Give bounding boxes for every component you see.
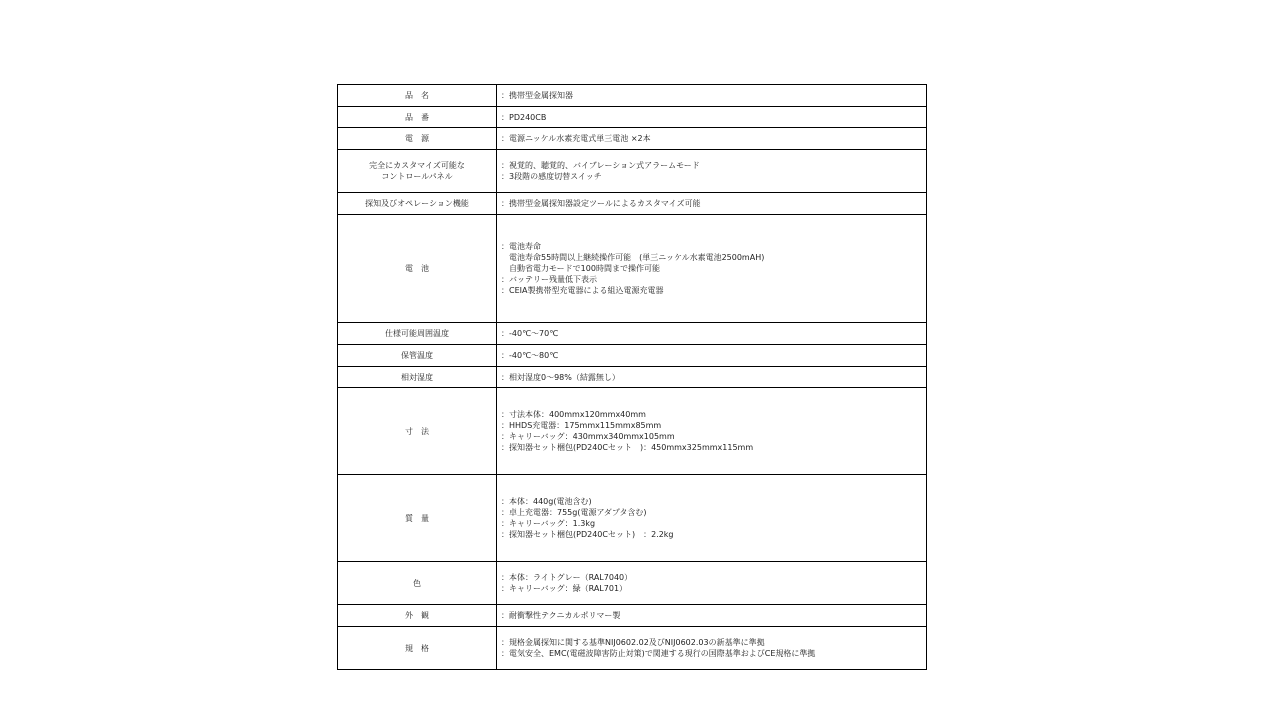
row-value	[497, 128, 927, 150]
value-line: ：視覚的、聴覚的、バイブレーション式アラームモード	[501, 161, 700, 170]
label-line: コントロールパネル	[381, 172, 453, 181]
value-line: ：耐衝撃性テクニカルポリマー製	[501, 611, 621, 620]
row-label: 品 名	[338, 85, 497, 107]
row-value	[497, 475, 927, 562]
spec-row-operating-temperature	[338, 323, 927, 345]
value-line: 電池寿命55時間以上継続操作可能 (単三ニッケル水素電池2500mAH)	[501, 253, 765, 262]
spec-row-power	[338, 128, 927, 150]
row-label: 規 格	[338, 627, 497, 670]
value-line: ：電池寿命	[501, 242, 541, 251]
value-line: ：キャリーバッグ：緑（RAL701）	[501, 584, 628, 593]
row-label: 仕様可能周囲温度	[338, 323, 497, 345]
row-value	[497, 85, 927, 107]
value-line: ：キャリーバッグ：1.3kg	[501, 519, 596, 528]
row-label: 外 観	[338, 605, 497, 627]
value-line: ：探知器セット梱包(PD240Cセット )：450mmx325mmx115mm	[501, 443, 754, 452]
value-line: ：PD240CB	[501, 112, 547, 122]
row-label: 寸 法	[338, 388, 497, 475]
row-label: 品 番	[338, 107, 497, 128]
spec-row-standards	[338, 627, 927, 670]
spec-row-control-panel	[338, 150, 927, 193]
row-value	[497, 345, 927, 367]
row-value	[497, 562, 927, 605]
row-value	[497, 388, 927, 475]
row-label	[338, 150, 497, 193]
spec-row-exterior	[338, 605, 927, 627]
value-line: ：CEIA製携帯型充電器による組込電源充電器	[501, 286, 664, 295]
label-line: 完全にカスタマイズ可能な	[369, 161, 465, 170]
spec-table	[337, 84, 927, 670]
spec-row-storage-temperature	[338, 345, 927, 367]
spec-row-weight	[338, 475, 927, 562]
value-line: ：相対湿度0～98%（結露無し）	[501, 372, 620, 382]
row-label: 電 源	[338, 128, 497, 150]
row-value	[497, 107, 927, 128]
value-line: 自動省電力モードで100時間まで操作可能	[501, 264, 660, 273]
value-line: ：携帯型金属探知器	[501, 91, 573, 100]
spec-row-humidity	[338, 367, 927, 388]
value-line: ：バッテリー残量低下表示	[501, 275, 597, 284]
value-line: ：-40℃～80℃	[501, 351, 559, 360]
spec-row-product-number	[338, 107, 927, 128]
row-label: 保管温度	[338, 345, 497, 367]
value-line: ：探知器セット梱包(PD240Cセット) ：2.2kg	[501, 530, 674, 539]
value-line: ：本体：440g(電池含む)	[501, 497, 592, 506]
row-label: 質 量	[338, 475, 497, 562]
value-line: ：携帯型金属探知器設定ツールによるカスタマイズ可能	[501, 199, 701, 208]
row-value	[497, 215, 927, 323]
value-line: ：卓上充電器：755g(電源アダプタ含む)	[501, 508, 647, 517]
row-value	[497, 367, 927, 388]
row-value	[497, 627, 927, 670]
value-line: ：-40℃～70℃	[501, 329, 559, 338]
row-value	[497, 323, 927, 345]
row-label: 色	[338, 562, 497, 605]
spec-row-battery	[338, 215, 927, 323]
value-line: ：キャリーバッグ：430mmx340mmx105mm	[501, 432, 675, 441]
value-line: ：本体：ライトグレー（RAL7040）	[501, 573, 633, 582]
row-label: 探知及びオペレーション機能	[338, 193, 497, 215]
value-line: ：電気安全、EMC(電磁波障害防止対策)で関連する現行の国際基準およびCE規格に準拠	[501, 649, 816, 658]
spec-row-dimensions	[338, 388, 927, 475]
value-line: ：3段階の感度切替スイッチ	[501, 172, 602, 181]
value-line: ：電源ニッケル水素充電式単三電池 ×2本	[501, 134, 651, 143]
row-label: 電 池	[338, 215, 497, 323]
spec-row-color	[338, 562, 927, 605]
spec-row-operation	[338, 193, 927, 215]
row-label: 相対湿度	[338, 367, 497, 388]
value-line: ：寸法本体：400mmx120mmx40mm	[501, 410, 646, 419]
value-line: ：HHDS充電器：175mmx115mmx85mm	[501, 421, 662, 430]
spec-row-product-name	[338, 85, 927, 107]
row-value	[497, 150, 927, 193]
row-value	[497, 605, 927, 627]
row-value	[497, 193, 927, 215]
value-line: ：規格金属探知に関する基準NIJ0602.02及びNIJ0602.03の新基準に準拠	[501, 638, 765, 647]
